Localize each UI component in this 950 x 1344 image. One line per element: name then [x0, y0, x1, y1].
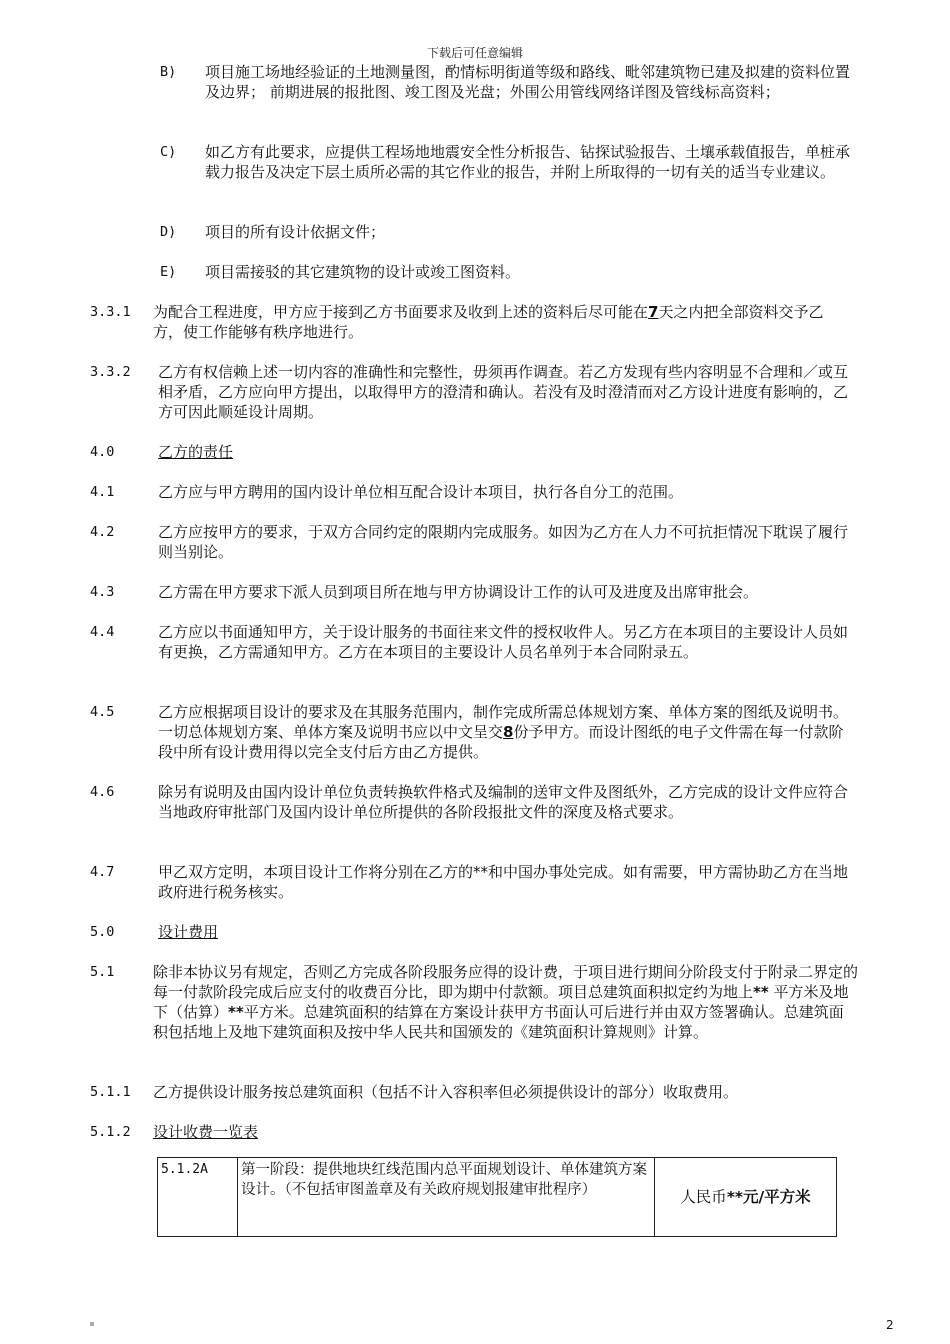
table-row — [158, 1158, 837, 1237]
footer-mark — [90, 1322, 94, 1326]
fee-code-cell: 5.1.2A — [158, 1158, 238, 1237]
list-item-b: 项目施工场地经验证的土地测量图，酌情标明街道等级和路线、毗邻建筑物已建及拟建的资料位置及边界； 前期进展的报批图、竣工图及光盘；外围公用管线网络详图及管线标高资料； — [205, 63, 851, 101]
section-number: 4.4 — [90, 624, 115, 640]
section-number: 3.3.1 — [90, 304, 131, 320]
list-label-e: E) — [160, 264, 177, 280]
page-header: 下载后可任意编辑 — [426, 46, 523, 60]
section-4-3: 乙方需在甲方要求下派人员到项目所在地与甲方协调设计工作的认可及进度及出席审批会。 — [158, 583, 759, 601]
page-number: 2 — [886, 1318, 894, 1332]
section-5-1-1: 乙方提供设计服务按总建筑面积（包括不计入容积率但必须提供设计的部分）收取费用。 — [153, 1083, 739, 1101]
section-3-3-1: 为配合工程进度，甲方应于接到乙方书面要求及收到上述的资料后尽可能在7天之内把全部资料交予乙方，使工作能够有秩序地进行。 — [153, 303, 824, 341]
section-5-1: 除非本协议另有规定，否则乙方完成各阶段服务应得的设计费，于项目进行期间分阶段支付于附录二界定的每一付款阶段完成后应支付的收费百分比，即为期中付款额。项目总建筑面积拟定约为地上** 平方米及地下（估算）**平方米。总建筑面积的结算在方案设计获甲方书面认可后进行并由双方签署确认。总建筑面积包括地上及地下建筑面积及按中华人民共和国颁发的《建筑面积计算规则》计算。 — [153, 963, 859, 1041]
list-item-d: 项目的所有设计依据文件； — [205, 223, 386, 241]
fee-description-cell: 第一阶段：提供地块红线范围内总平面规划设计、单体建筑方案设计。（不包括审图盖章及有关政府规划报建审批程序） — [238, 1158, 655, 1237]
section-number: 5.1 — [90, 964, 115, 980]
section-heading-4-0: 乙方的责任 — [158, 443, 234, 461]
section-4-2: 乙方应按甲方的要求，于双方合同约定的限期内完成服务。如因为乙方在人力不可抗拒情况下耽误了履行则当别论。 — [158, 523, 849, 561]
fee-table — [157, 1157, 837, 1237]
section-number: 4.6 — [90, 784, 115, 800]
section-number: 4.2 — [90, 524, 115, 540]
section-number: 4.7 — [90, 864, 115, 880]
section-number: 4.3 — [90, 584, 115, 600]
section-number: 3.3.2 — [90, 364, 131, 380]
list-item-e: 项目需接驳的其它建筑物的设计或竣工图资料。 — [205, 263, 521, 281]
section-number: 4.0 — [90, 444, 115, 460]
section-4-7: 甲乙双方定明，本项目设计工作将分别在乙方的**和中国办事处完成。如有需要，甲方需协助乙方在当地政府进行税务核实。 — [158, 863, 849, 901]
section-heading-5-1-2: 设计收费一览表 — [153, 1123, 259, 1141]
section-number: 4.1 — [90, 484, 115, 500]
section-heading-5-0: 设计费用 — [158, 923, 219, 941]
list-item-c: 如乙方有此要求，应提供工程场地地震安全性分析报告、钻探试验报告、土壤承载值报告，单桩承载力报告及决定下层土质所必需的其它作业的报告，并附上所取得的一切有关的适当专业建议。 — [205, 143, 851, 181]
section-number: 5.1.2 — [90, 1124, 131, 1140]
section-number: 5.0 — [90, 924, 115, 940]
list-label-b: B) — [160, 64, 177, 80]
fee-price-cell: 人民币**元/平方米 — [655, 1158, 837, 1237]
section-number: 4.5 — [90, 704, 115, 720]
list-label-c: C) — [160, 144, 177, 160]
section-4-6: 除另有说明及由国内设计单位负责转换软件格式及编制的送审文件及图纸外，乙方完成的设计文件应符合当地政府审批部门及国内设计单位所提供的各阶段报批文件的深度及格式要求。 — [158, 783, 849, 821]
section-number: 5.1.1 — [90, 1084, 131, 1100]
section-3-3-2: 乙方有权信赖上述一切内容的准确性和完整性，毋须再作调查。若乙方发现有些内容明显不合理和／或互相矛盾，乙方应向甲方提出，以取得甲方的澄清和确认。若没有及时澄清而对乙方设计进度有影响的，乙方可因此顺延设计周期。 — [158, 363, 849, 421]
list-label-d: D) — [160, 224, 177, 240]
section-4-5: 乙方应根据项目设计的要求及在其服务范围内，制作完成所需总体规划方案、单体方案的图纸及说明书。一切总体规划方案、单体方案及说明书应以中文呈交8份予甲方。而设计图纸的电子文件需在每一付款阶段中所有设计费用得以完全支付后方由乙方提供。 — [158, 703, 849, 761]
section-4-4: 乙方应以书面通知甲方，关于设计服务的书面往来文件的授权收件人。另乙方在本项目的主要设计人员如有更换，乙方需通知甲方。乙方在本项目的主要设计人员名单列于本合同附录五。 — [158, 623, 849, 661]
section-4-1: 乙方应与甲方聘用的国内设计单位相互配合设计本项目，执行各自分工的范围。 — [158, 483, 684, 501]
